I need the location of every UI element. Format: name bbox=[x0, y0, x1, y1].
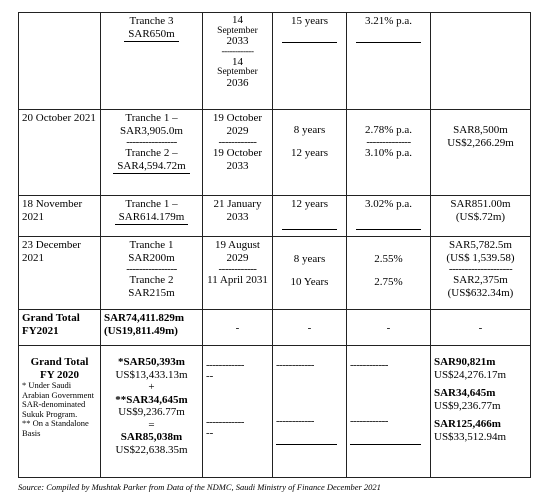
maturity-date: 19 August 2029 bbox=[215, 239, 260, 264]
separator: ------------ bbox=[206, 359, 244, 371]
sukuk-issuance-table bbox=[18, 12, 531, 478]
total-sar: SAR2,375m bbox=[453, 274, 508, 286]
separator: ------------ bbox=[218, 136, 257, 148]
table-row bbox=[19, 310, 531, 346]
rate-cell bbox=[347, 237, 431, 310]
amount-sar: *SAR50,393m bbox=[118, 356, 185, 368]
amount-usd: US$9,236.77m bbox=[118, 406, 185, 418]
total-sar: SAR34,645m bbox=[434, 387, 496, 399]
total-usd: (US$.72m) bbox=[455, 210, 506, 223]
tranche-amount: SAR614.179m bbox=[115, 211, 189, 226]
table-row bbox=[19, 196, 531, 237]
maturity-day: 14 bbox=[232, 14, 243, 26]
tranche-amount: SAR3,905.0m bbox=[120, 124, 183, 137]
rate: 3.21% p.a. bbox=[364, 15, 413, 27]
total-sar: SAR8,500m bbox=[453, 124, 508, 136]
total-cell bbox=[431, 196, 531, 237]
tranche-label: Tranche 1 bbox=[129, 239, 174, 251]
amount-sar: **SAR34,645m bbox=[115, 393, 188, 406]
date-cell: 23 December 2021 bbox=[19, 237, 101, 310]
maturity-cell bbox=[203, 13, 273, 110]
maturity-year: 2036 bbox=[226, 76, 249, 89]
tenor: 12 years bbox=[291, 146, 328, 159]
tenor-cell bbox=[273, 196, 347, 237]
tranche-label: Tranche 2 bbox=[129, 274, 174, 286]
tenor-cell bbox=[273, 13, 347, 110]
date-cell: 20 October 2021 bbox=[19, 110, 101, 196]
grand-total-sar: SAR74,411.829m bbox=[104, 312, 185, 324]
rate-cell bbox=[347, 13, 431, 110]
tenor-cell bbox=[273, 237, 347, 310]
maturity-month: September bbox=[217, 67, 258, 77]
maturity-cell bbox=[203, 346, 273, 478]
tenor: 10 Years bbox=[290, 275, 329, 288]
tranche-label: Tranche 3 bbox=[129, 15, 174, 27]
rate-cell bbox=[347, 110, 431, 196]
empty-dash: - bbox=[307, 322, 312, 334]
total-sar: SAR125,466m bbox=[434, 418, 501, 430]
total-sar: SAR5,782.5m bbox=[449, 239, 512, 251]
tranche-cell bbox=[101, 237, 203, 310]
maturity-cell bbox=[203, 110, 273, 196]
separator: ------------ bbox=[276, 415, 314, 427]
date-cell: 18 November 2021 bbox=[19, 196, 101, 237]
rate-cell bbox=[347, 346, 431, 478]
tranche-amount: SAR200m bbox=[128, 251, 175, 264]
total-cell bbox=[431, 310, 531, 346]
separator: ------------ bbox=[221, 46, 254, 57]
total-sar: SAR90,821m bbox=[434, 356, 496, 368]
footnote: * Under Saudi Arabian Government SAR-denominated Sukuk Program. bbox=[22, 380, 94, 419]
grand-total-usd: (US19,811.49m) bbox=[104, 324, 178, 337]
tenor: 8 years bbox=[293, 253, 326, 265]
separator: -- bbox=[206, 370, 214, 382]
maturity-date: 21 January 2033 bbox=[213, 198, 262, 223]
separator: ------------ bbox=[350, 415, 388, 427]
amount-usd: US$13,433.13m bbox=[115, 368, 188, 381]
total-usd: US$2,266.29m bbox=[447, 136, 514, 149]
maturity-cell bbox=[203, 196, 273, 237]
total-cell bbox=[431, 346, 531, 478]
empty-dash: - bbox=[235, 322, 240, 334]
footnote: ** On a Standalone Basis bbox=[22, 418, 89, 438]
tranche-cell bbox=[101, 196, 203, 237]
maturity-year: 2033 bbox=[226, 35, 249, 47]
total-cell bbox=[431, 110, 531, 196]
date-cell bbox=[19, 13, 101, 110]
tenor: 15 years bbox=[291, 15, 328, 27]
table-row bbox=[19, 346, 531, 478]
total-usd: US$9,236.77m bbox=[434, 399, 501, 412]
empty-dash: - bbox=[386, 322, 391, 334]
rate: 3.02% p.a. bbox=[364, 198, 413, 210]
amount-sar: SAR85,038m bbox=[120, 431, 183, 443]
separator: ---------------- bbox=[126, 136, 177, 148]
tranche-label: Tranche 2 – bbox=[125, 147, 178, 159]
separator: ------------ bbox=[206, 415, 244, 428]
separator: -- bbox=[206, 426, 214, 439]
amount-usd: US$22,638.35m bbox=[115, 443, 188, 456]
separator: ------------ bbox=[350, 359, 388, 371]
empty-dash: - bbox=[478, 322, 483, 334]
maturity-cell bbox=[203, 237, 273, 310]
rate: 2.78% p.a. bbox=[364, 124, 413, 136]
maturity-month: September bbox=[217, 25, 258, 36]
rate-cell bbox=[347, 196, 431, 237]
grand-total-label: Grand Total FY2021 bbox=[19, 310, 101, 346]
table-row bbox=[19, 110, 531, 196]
grand-total-amount bbox=[101, 310, 203, 346]
equals-sign: = bbox=[148, 418, 155, 431]
tenor-cell bbox=[273, 310, 347, 346]
separator: ---------------- bbox=[126, 263, 177, 275]
maturity-date: 11 April 2031 bbox=[207, 274, 268, 286]
maturity-day: 14 bbox=[232, 55, 243, 68]
rate-cell bbox=[347, 310, 431, 346]
rate: 2.75% bbox=[374, 275, 403, 288]
tranche-amount: SAR215m bbox=[128, 286, 175, 299]
grand-total-label: Grand Total FY 2020 bbox=[30, 356, 89, 381]
total-sar: SAR851.00m bbox=[450, 198, 511, 210]
tranche-cell bbox=[101, 13, 203, 110]
total-cell bbox=[431, 237, 531, 310]
rate: 3.10% p.a. bbox=[364, 146, 413, 159]
separator: ------------ bbox=[218, 263, 257, 275]
separator: ------------ bbox=[276, 359, 314, 371]
grand-total-label-cell bbox=[19, 346, 101, 478]
tenor: 8 years bbox=[293, 124, 326, 136]
source-note: Source: Compiled by Mushtak Parker from Data of the NDMC, Saudi Ministry of Finance December 2021 bbox=[18, 482, 381, 492]
tranche-label: Tranche 1 – bbox=[125, 112, 178, 124]
tranche-amount: SAR4,594.72m bbox=[113, 160, 189, 175]
maturity-date: 19 October 2029 bbox=[212, 112, 263, 137]
total-usd: US$24,276.17m bbox=[434, 368, 507, 381]
total-usd: (US$632.34m) bbox=[447, 286, 514, 299]
maturity-date: 19 October 2033 bbox=[212, 147, 263, 172]
total-usd: US$33,512.94m bbox=[434, 430, 507, 443]
total-cell bbox=[431, 13, 531, 110]
rate: 2.55% bbox=[374, 253, 403, 265]
table-row bbox=[19, 13, 531, 110]
tranche-amount: SAR650m bbox=[124, 28, 178, 43]
separator: -------------- bbox=[366, 135, 411, 148]
tranche-label: Tranche 1 – bbox=[125, 198, 178, 210]
tenor-cell bbox=[273, 346, 347, 478]
tenor-cell bbox=[273, 110, 347, 196]
separator: -------------------- bbox=[448, 263, 513, 275]
tranche-cell bbox=[101, 110, 203, 196]
total-usd: (US$ 1,539.58) bbox=[446, 251, 515, 264]
grand-total-amount-cell bbox=[101, 346, 203, 478]
tenor: 12 years bbox=[291, 198, 328, 210]
plus-sign: + bbox=[148, 381, 155, 393]
maturity-cell bbox=[203, 310, 273, 346]
table-row bbox=[19, 237, 531, 310]
